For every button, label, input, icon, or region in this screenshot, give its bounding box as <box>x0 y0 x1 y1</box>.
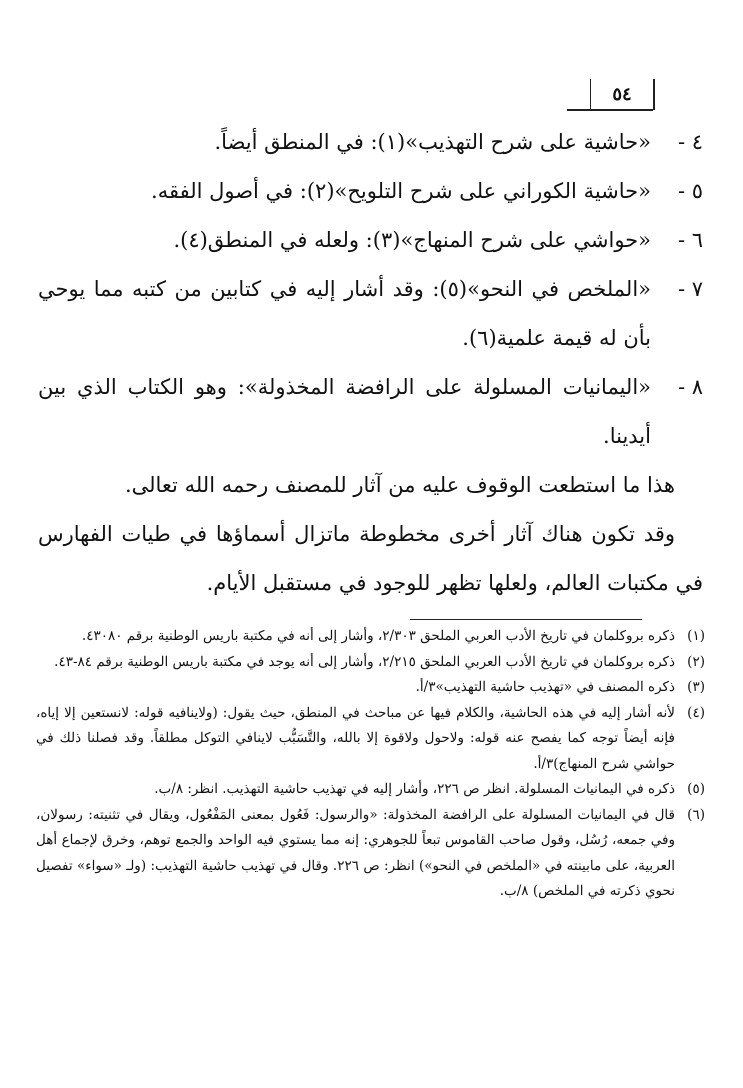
item-number: ٥ - <box>677 179 703 203</box>
footnote-text: ذكره بروكلمان في تاريخ الأدب العربي الملحق ٢/٣٠٣، وأشار إلى أنه في مكتبة باريس الوطنية برقم ٤٣٠٨٠. <box>81 628 675 644</box>
item-number: ٧ - <box>677 277 703 301</box>
footnote-number: (٥) <box>687 781 705 797</box>
list-item <box>38 216 703 265</box>
footnote-text: ذكره المصنف في «تهذيب حاشية التهذيب»٣/أ. <box>415 679 675 695</box>
main-text <box>38 118 703 608</box>
footnote <box>36 624 705 650</box>
item-number: ٨ - <box>677 375 703 399</box>
footnote-number: (٦) <box>687 806 705 823</box>
footnote <box>36 675 705 701</box>
footnote-divider <box>410 619 642 620</box>
footnote-number: (٤) <box>687 704 705 721</box>
paragraph: هذا ما استطعت الوقوف عليه من آثار للمصنف رحمه الله تعالى. <box>124 473 675 497</box>
list-item <box>38 363 703 461</box>
footnotes <box>36 624 705 905</box>
item-text: «حاشية على شرح التهذيب»(١): في المنطق أيضاً. <box>214 130 651 154</box>
footnote <box>36 777 705 803</box>
list-item <box>38 167 703 216</box>
list-item <box>38 265 703 363</box>
item-text: «اليمانيات المسلولة على الرافضة المخذولة»: وهو الكتاب الذي بين أيدينا. <box>38 375 651 448</box>
footnote <box>36 803 705 905</box>
footnote-text: لأنه أشار إليه في هذه الحاشية، والكلام فيها عن مباحث في المنطق، حيث يقول: (ولاينافيه قوله: لانستعين إلا إياه، فإنه أيضاً توجه كما يفصح عنه قوله: ولاحول ولاقوة إلا بالله، والتَّسَبُّب لاينافي التوكل مطلقاً. وقد فصلنا ذلك في حواشي شرح المنهاج)٣/أ. <box>36 704 675 772</box>
footnote-text: ذكره بروكلمان في تاريخ الأدب العربي الملحق ٢/٢١٥، وأشار إلى أنه يوجد في مكتبة باريس الوطنية برقم ٨٤-٤٣. <box>54 653 675 670</box>
item-number: ٦ - <box>677 228 703 252</box>
page-number <box>590 79 655 110</box>
paragraph: وقد تكون هناك آثار أخرى مخطوطة ماتزال أسماؤها في طيات الفهارس في مكتبات العالم، ولعلها تظهر للوجود في مستقبل الأيام. <box>38 522 703 595</box>
footnote-number: (٢) <box>687 653 705 670</box>
item-text: «الملخص في النحو»(٥): وقد أشار إليه في كتابين من كتبه مما يوحي بأن له قيمة علمية(٦). <box>38 277 651 350</box>
item-number: ٤ - <box>677 130 703 154</box>
footnote-text: ذكره في اليمانيات المسلولة. انظر ص ٢٢٦، وأشار إليه في تهذيب حاشية التهذيب. انظر: ٨/ب. <box>154 781 675 797</box>
footnote-number: (٣) <box>687 679 705 695</box>
footnote <box>36 650 705 676</box>
page-number-text: ٥٤ <box>612 83 632 105</box>
footnote <box>36 701 705 778</box>
item-text: «حواشي على شرح المنهاج»(٣): ولعله في المنطق(٤). <box>173 228 651 252</box>
item-text: «حاشية الكوراني على شرح التلويح»(٢): في أصول الفقه. <box>151 179 651 203</box>
list-item <box>38 118 703 167</box>
footnote-text: قال في اليمانيات المسلولة على الرافضة المخذولة: «والرسول: فَعُول بمعنى المَفْعُول، ويقال في تثنيته: رسولان، وفي جمعه، رُسُل، وقول صاحب القاموس تبعاً للجوهري: إنه مما يستوي فيه الواحد والجمع توهم، وخرق لإجماع أهل العربية، على مابينته في «الملخص في النحو») انظر: ص ٢٢٦. وقال في تهذيب حاشية التهذيب: (ولـ «سواء» تفصيل نحوي ذكرته في الملخص) ٨/ب. <box>36 806 675 899</box>
footnote-number: (١) <box>687 628 705 644</box>
